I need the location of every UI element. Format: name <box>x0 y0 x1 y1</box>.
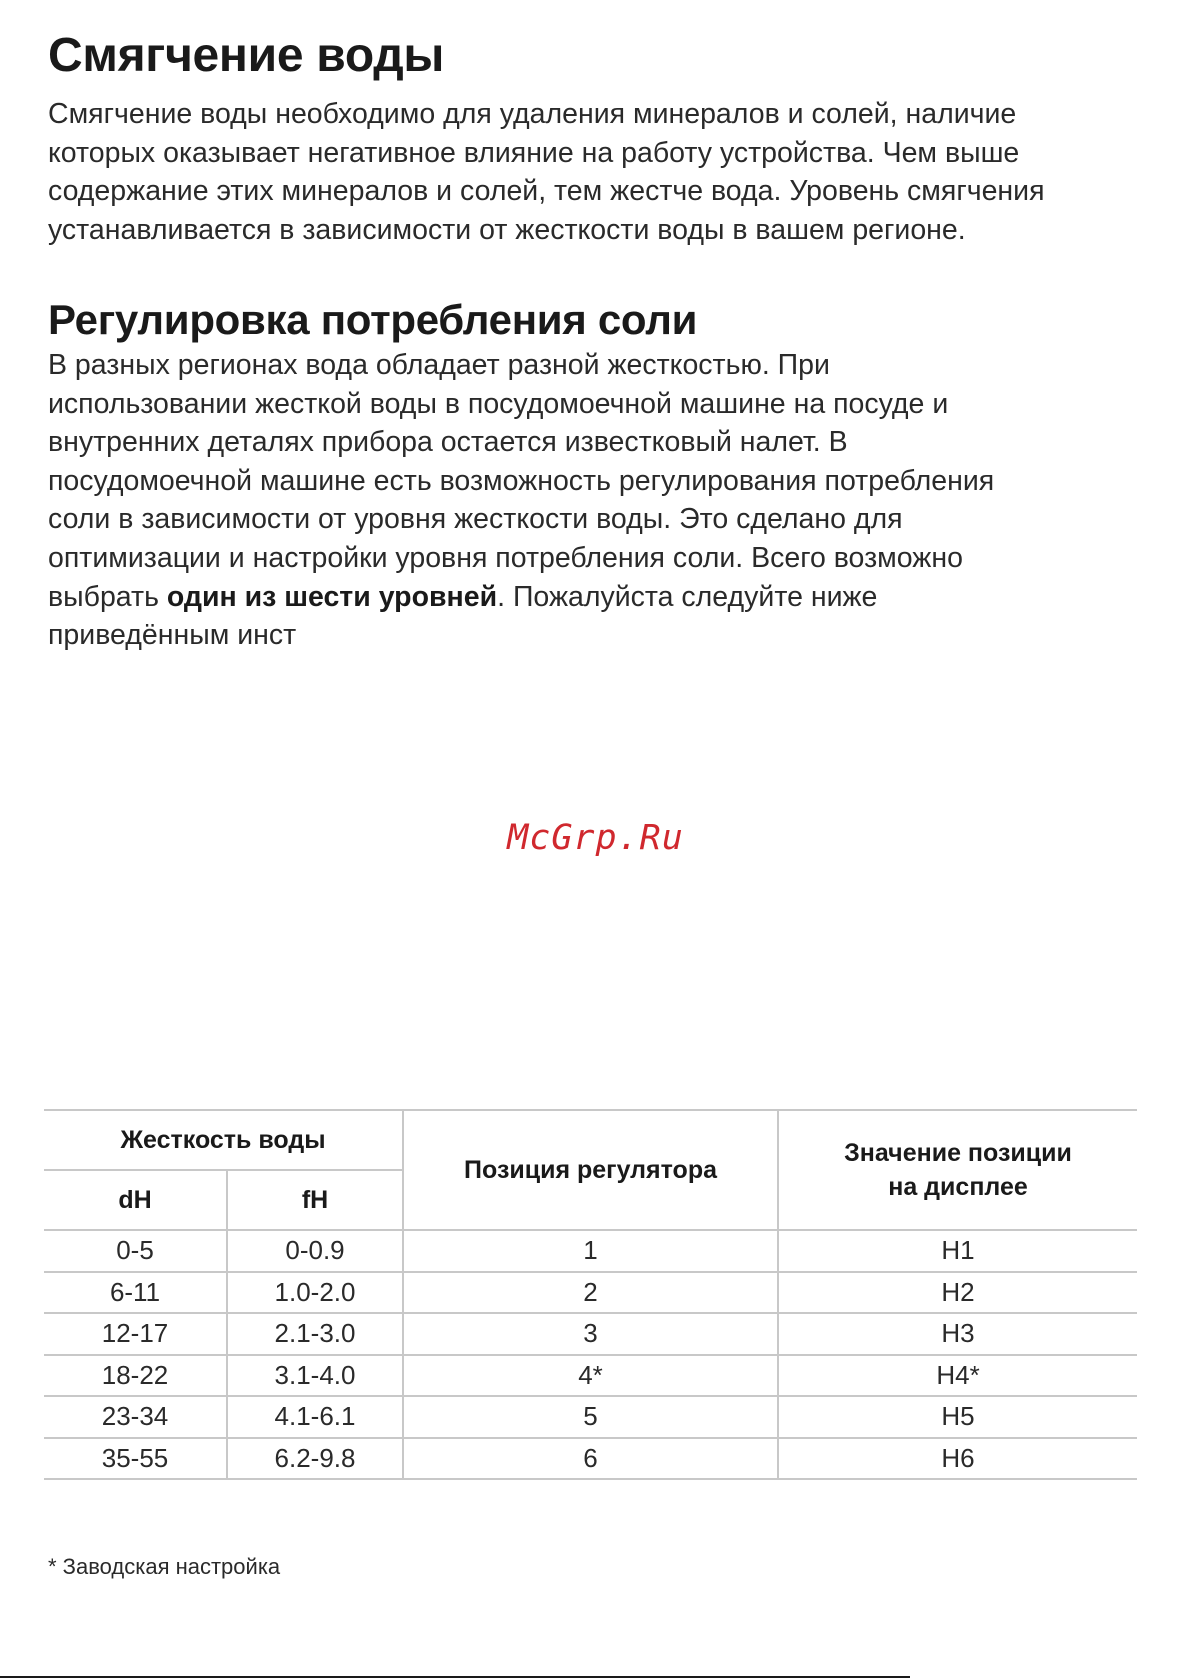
cell-dh: 12-17 <box>44 1313 227 1355</box>
paragraph-line: использовании жесткой воды в посудомоечной машине на посуде и <box>48 387 949 420</box>
salt-regulation-paragraph <box>48 346 1158 655</box>
cell-position: 5 <box>403 1396 778 1438</box>
table-row <box>44 1272 1137 1314</box>
section-title-salt-regulation: Регулировка потребления соли <box>48 296 698 343</box>
table-row <box>44 1438 1137 1480</box>
footnote-factory-setting: * Заводская настройка <box>48 1554 281 1579</box>
cell-fh: 2.1-3.0 <box>227 1313 403 1355</box>
paragraph-line: Смягчение воды необходимо для удаления минералов и солей, наличие <box>48 98 1017 130</box>
header-regulator-position: Позиция регулятора <box>403 1110 778 1230</box>
section-title-water-softening: Смягчение воды <box>48 29 445 82</box>
paragraph-line: которых оказывает негативное влияние на работу устройства. Чем выше <box>48 136 1020 169</box>
cell-position: 1 <box>403 1230 778 1272</box>
cell-position: 3 <box>403 1313 778 1355</box>
cell-display: H6 <box>778 1438 1137 1480</box>
paragraph-line: устанавливается в зависимости от жесткости воды в вашем регионе. <box>48 213 966 246</box>
cell-position: 6 <box>403 1438 778 1480</box>
line-text: выбрать <box>48 580 167 613</box>
cell-dh: 35-55 <box>44 1438 227 1480</box>
paragraph-line: приведённым инст <box>48 619 297 652</box>
paragraph-line: соли в зависимости от уровня жесткости воды. Это сделано для <box>48 503 903 536</box>
cell-dh: 6-11 <box>44 1272 227 1314</box>
bold-phrase: один из шести уровней <box>166 580 498 613</box>
paragraph-line: посудомоечной машине есть возможность регулирования потребления <box>48 464 995 497</box>
cell-display: H4* <box>778 1355 1137 1397</box>
cell-display: H1 <box>778 1230 1137 1272</box>
table-row <box>44 1396 1137 1438</box>
cell-position: 4* <box>403 1355 778 1397</box>
paragraph-line: содержание этих минералов и солей, тем жестче вода. Уровень смягчения <box>48 175 1045 208</box>
paragraph-line: внутренних деталях прибора остается известковый налет. В <box>48 426 848 459</box>
cell-fh: 1.0-2.0 <box>227 1272 403 1314</box>
cell-fh: 6.2-9.8 <box>227 1438 403 1480</box>
watermark-logo: McGrp.Ru <box>507 818 684 858</box>
cell-display: H3 <box>778 1313 1137 1355</box>
cell-display: H5 <box>778 1396 1137 1438</box>
header-display-line: на дисплее <box>888 1173 1028 1201</box>
paragraph-line: В разных регионах вода обладает разной жесткостью. При <box>48 349 830 381</box>
bottom-divider <box>0 1676 910 1678</box>
cell-dh: 18-22 <box>44 1355 227 1397</box>
line-text: . Пожалуйста следуйте ниже <box>497 580 878 613</box>
cell-fh: 4.1-6.1 <box>227 1396 403 1438</box>
paragraph-line <box>48 578 1158 617</box>
table-row <box>44 1313 1137 1355</box>
table-row <box>44 1355 1137 1397</box>
cell-fh: 0-0.9 <box>227 1230 403 1272</box>
cell-position: 2 <box>403 1272 778 1314</box>
header-fh: fH <box>227 1170 403 1230</box>
header-display-line: Значение позиции <box>844 1139 1072 1167</box>
header-display-value <box>778 1110 1137 1230</box>
cell-fh: 3.1-4.0 <box>227 1355 403 1397</box>
water-softening-paragraph <box>48 95 1158 249</box>
header-water-hardness: Жесткость воды <box>44 1110 403 1170</box>
water-hardness-table <box>44 1109 1137 1480</box>
cell-dh: 23-34 <box>44 1396 227 1438</box>
cell-display: H2 <box>778 1272 1137 1314</box>
paragraph-line: оптимизации и настройки уровня потребления соли. Всего возможно <box>48 541 963 574</box>
header-dh: dH <box>44 1170 227 1230</box>
table-row <box>44 1230 1137 1272</box>
cell-dh: 0-5 <box>44 1230 227 1272</box>
